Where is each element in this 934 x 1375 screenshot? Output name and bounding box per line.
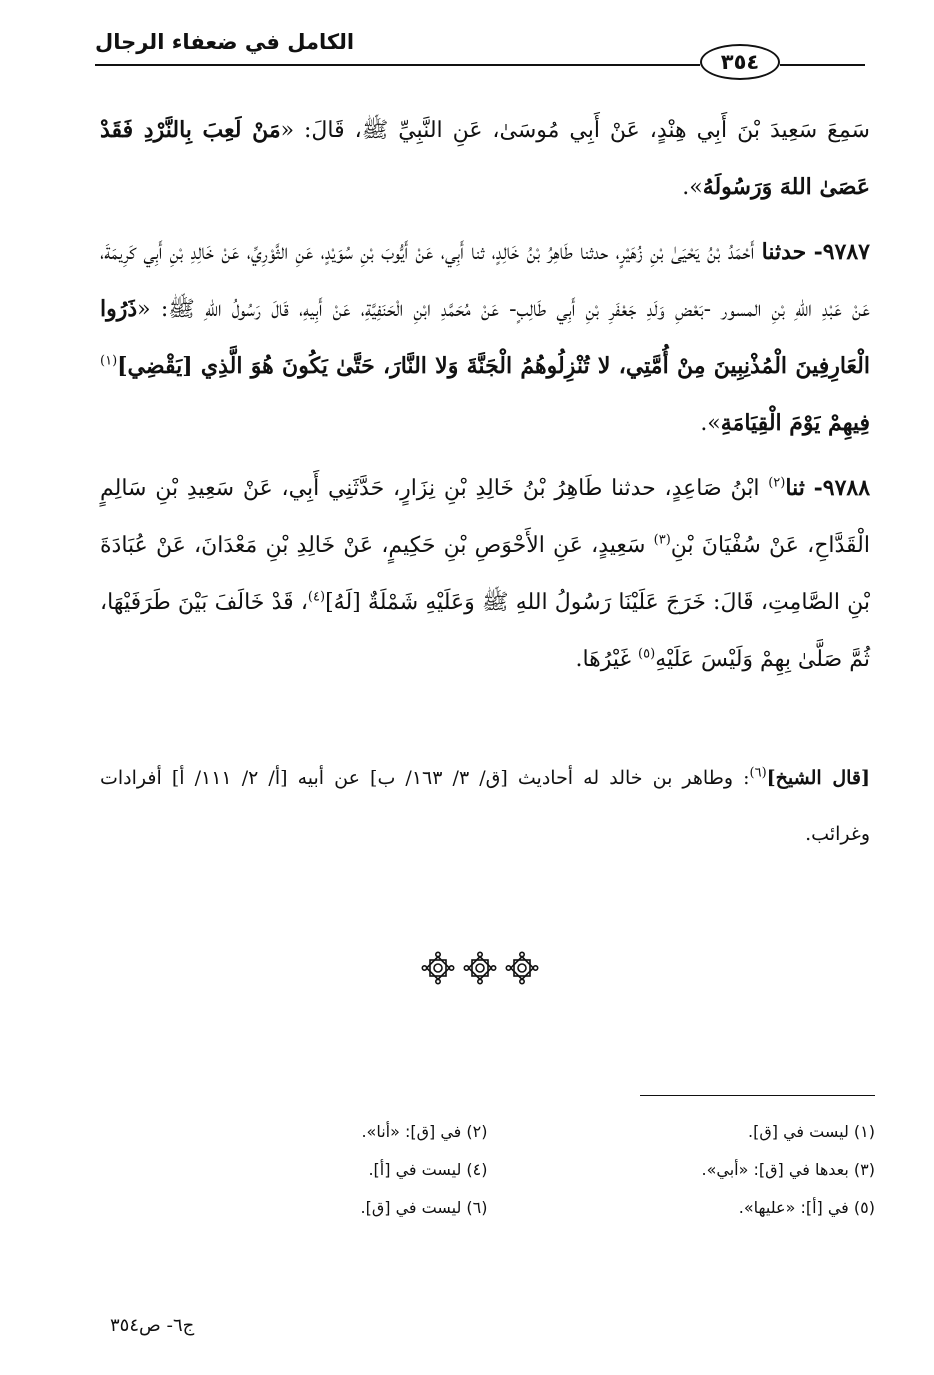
footnote-ref: (٦) [749, 765, 767, 781]
footnote-ref: (٥) [638, 646, 656, 662]
isnad-text-2: سَعِيدٍ، عَنِ الأَحْوَصِ بْنِ حَكِيمٍ، عَنْ خَالِدِ بْنِ مَعْدَانَ، عَنْ عُبَادَةَ بْنِ الصَّامِتِ، قَالَ: خَرَجَ عَلَيْنَا رَسُولُ اللهِ ﷺ وَعَلَيْهِ شَمْلَةٌ [لَهُ] [100, 533, 870, 615]
footnote-ref: (٢) [768, 475, 786, 491]
shaykh-lead: [قال الشيخ] [766, 767, 870, 789]
page-footer: ج٦- ص٣٥٤ [110, 1315, 195, 1336]
floral-ornament-icon [505, 951, 539, 985]
footnote-4: (٤) ليست في [أ]. [368, 1159, 488, 1179]
footnote-1: (١) ليست في [ق]. [748, 1121, 875, 1141]
matn-bold: ذَرُوا الْعَارِفِينَ الْمُذْنِبِينَ مِنْ أُمَّتِي، لا تُنْزِلُوهُمُ الْجَنَّةَ وَلا النَّارَ، حَتَّىٰ يَكُونَ هُوَ الَّذِي [يَقْضِي] [100, 296, 870, 379]
page-number-oval [700, 44, 780, 80]
running-header-title: الكامل في ضعفاء الرجال [95, 30, 355, 54]
hadith-lead: ثنا [785, 475, 805, 501]
hadith-lead: حدثنا [761, 239, 807, 265]
hadith-number: ٩٧٨٨- [813, 475, 871, 501]
page-number: ٣٥٤ [720, 50, 760, 74]
hadith-number: ٩٧٨٧- [813, 239, 870, 265]
header-rule-right [780, 64, 865, 66]
section-divider-ornaments [415, 948, 545, 988]
floral-ornament-icon [463, 951, 497, 985]
p2-end: ». [700, 411, 721, 436]
footnote-ref: (٣) [653, 532, 671, 548]
matn-end: غَيْرُهَا. [575, 647, 632, 672]
main-text [100, 102, 870, 696]
p1-end: ». [682, 175, 703, 200]
footnote-row [100, 1112, 875, 1150]
floral-ornament-icon [421, 951, 455, 985]
footnote-3: (٣) بعدها في [ق]: «أبي». [701, 1159, 875, 1179]
shaykh-text: : وطاهر بن خالد له أحاديث [ق/ ٣/ ١٦٣/ ب] عن أبيه [أ/ ٢/ ١١١/ أ] أفرادات وغرائب. [100, 767, 870, 845]
footnote-row [100, 1150, 875, 1188]
p1-hadith-bold: مَنْ لَعِبَ بِالنَّرْدِ فَقَدْ عَصَىٰ اللهَ وَرَسُولَهُ [100, 117, 870, 200]
footnote-ref: (١) [100, 353, 118, 369]
footnote-5: (٥) في [أ]: «عليها». [738, 1197, 875, 1217]
footnote-ref: (٤) [307, 589, 326, 605]
p1-text: سَمِعَ سَعِيدَ بْنَ أَبِي هِنْدٍ، عَنْ أَبِي مُوسَىٰ، عَنِ النَّبِيِّ ﷺ، قَالَ: « [280, 118, 870, 143]
footnotes [100, 1112, 875, 1226]
hadith-9788 [100, 460, 870, 688]
hadith-9787 [100, 224, 870, 452]
footnote-row [100, 1188, 875, 1226]
footnote-separator [640, 1095, 875, 1096]
header-rule [95, 64, 700, 66]
matn-text: ، قَدْ خَالَفَ بَيْنَ طَرَفَيْهَا، ثُمَّ صَلَّىٰ بِهِمْ وَلَيْسَ عَلَيْهِ [100, 590, 870, 672]
footnote-6: (٦) ليست في [ق]. [360, 1197, 488, 1217]
isnad-text: ابْنُ صَاعِدٍ، حدثنا طَاهِرُ بْنُ خَالِدِ بْنِ نِزَارٍ، حَدَّثَنِي أَبِي، عَنْ سَعِيدِ بْنِ سَالِمٍ الْقَدَّاحِ، عَنْ سُفْيَانَ بْنِ [100, 476, 870, 558]
isnad-text: أَحْمَدُ بْنُ يَحْيَىٰ بْنِ زُهَيْرٍ، حدثنا طَاهِرُ بْنُ خَالِدٍ، ثنا أَبِي، عَنْ أَيُّوبَ بْنِ سُوَيْدٍ، عَنِ الثَّوْرِيِّ، عَنْ خَالِدِ بْنِ أَبِي كَرِيمَةَ، عَنْ عَبْدِ اللهِ بْنِ المسور -بَعْضِ وَلَدِ جَعْفَرِ بْنِ أَبِي طَالِبٍ- عَنْ مُحَمَّدِ ابْنِ الْحَنَفِيَّةِ، عَنْ أَبِيهِ، قَالَ رَسُولُ اللهِ ﷺ: « [100, 240, 870, 322]
matn-bold-2: فِيهِمْ يَوْمَ الْقِيَامَةِ [720, 410, 870, 436]
paragraph-continuation [100, 102, 870, 216]
shaykh-comment [100, 750, 870, 862]
footnote-2: (٢) في [ق]: «أنا». [361, 1121, 488, 1141]
